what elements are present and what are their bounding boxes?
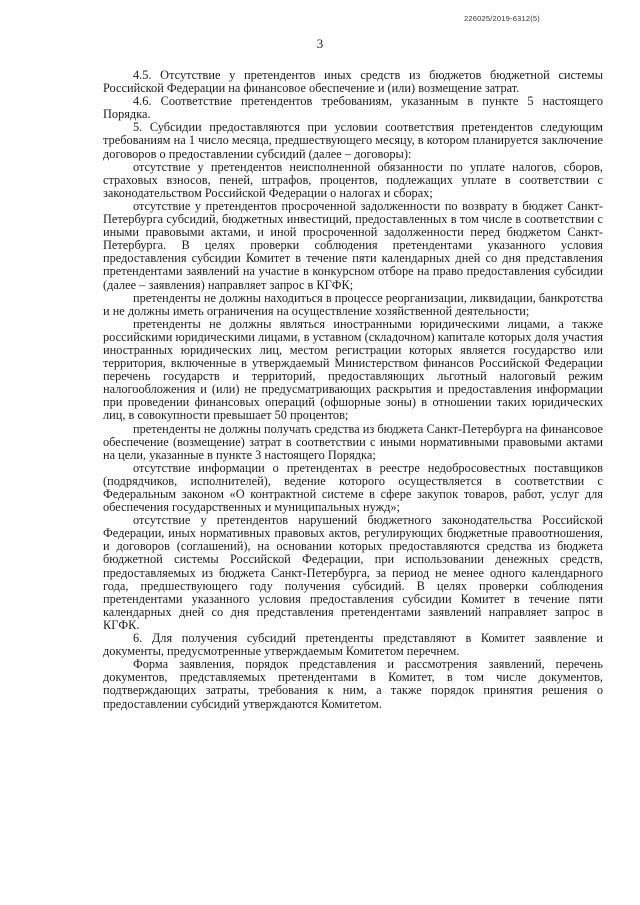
paragraph-requirement-registry: отсутствие информации о претендентах в реестре недобросовестных поставщиков (подрядчиков, исполнителей), ведение которого осуществляется в соответствии с Федеральным законом «О контрактной системе в сфере закупок товаров, работ, услуг для обеспечения государственных и муниципальных нужд»;	[103, 460, 603, 515]
paragraph-requirement-taxes: отсутствие у претендентов неисполненной обязанности по уплате налогов, сборов, страховых взносов, пеней, штрафов, процентов, подлежащих уплате в соответствии с законодательством Российской Федерации о налогах и сборах;	[103, 159, 603, 200]
paragraph-requirement-foreign-entities: претенденты не должны являться иностранными юридическими лицами, а также российскими юридическими лицами, в уставном (складочном) капитале которых доля участия иностранных юридических лиц, местом регистрации которых является государство или территория, включенные в утверждаемый Министерством финансов Российской Федерации перечень государств и территорий, предоставляющих льготный налоговый режим налогообложения и (или) не предусматривающих раскрытия и предоставления информации при проведении финансовых операций (офшорные зоны) в отношении таких юридических лиц, в совокупности превышает 50 процентов;	[103, 316, 603, 423]
paragraph-application-form: Форма заявления, порядок представления и рассмотрения заявлений, перечень документов, представляемых претендентами в Комитет, в том числе документов, подтверждающих затраты, требования к ним, а также порядок принятия решения о предоставлении субсидий утверждаются Комитетом.	[103, 657, 603, 711]
paragraph-requirement-budget-violations: отсутствие у претендентов нарушений бюджетного законодательства Российской Федерации, иных нормативных правовых актов, регулирующих бюджетные правоотношения, и договоров (соглашений), на основании которых предоставляются средства из бюджета бюджетной системы Российской Федерации, при использовании денежных средств, предоставляемых из бюджета Санкт-Петербурга, за период не менее одного календарного года, предшествующего году получения субсидий. В целях проверки соблюдения претендентами указанного условия предоставления субсидии Комитет в течение пяти календарных дней со дня представления претендентами заявлений направляет запрос в КГФК.	[103, 513, 603, 632]
paragraph-requirement-reorganization: претенденты не должны находиться в процессе реорганизации, ликвидации, банкротства и не должны иметь ограничения на осуществление хозяйственной деятельности;	[103, 290, 603, 318]
paragraph-4-5: 4.5. Отсутствие у претендентов иных средств из бюджетов бюджетной системы Российской Федерации на финансовое обеспечение и (или) возмещение затрат.	[103, 68, 603, 96]
page-number: 3	[316, 36, 324, 51]
document-body	[103, 69, 603, 711]
document-registration-number: 226025/2019-6312(5)	[464, 14, 540, 23]
paragraph-requirement-other-funds: претенденты не должны получать средства из бюджета Санкт-Петербурга на финансовое обеспечение (возмещение) затрат в соответствии с иными нормативными правовыми актами на цели, указанные в пункте 3 настоящего Порядка;	[103, 421, 603, 462]
paragraph-requirement-debt: отсутствие у претендентов просроченной задолженности по возврату в бюджет Санкт-Петербурга субсидий, бюджетных инвестиций, предоставленных в том числе в соответствии с иными правовыми актами, и иной просроченной задолженности перед бюджетом Санкт-Петербурга. В целях проверки соблюдения претендентами указанного условия предоставления субсидии Комитет в течение пяти календарных дней со дня представления претендентами заявлений на участие в конкурсном отборе на право предоставления субсидии (далее – заявления) направляет запрос в КГФК;	[103, 198, 603, 292]
paragraph-5: 5. Субсидии предоставляются при условии соответствия претендентов следующим требованиям на 1 число месяца, предшествующего месяцу, в котором планируется заключение договоров о предоставлении субсидий (далее – договоры):	[103, 120, 603, 161]
paragraph-6: 6. Для получения субсидий претенденты представляют в Комитет заявление и документы, предусмотренные утверждаемым Комитетом перечнем.	[103, 631, 603, 659]
paragraph-4-6: 4.6. Соответствие претендентов требованиям, указанным в пункте 5 настоящего Порядка.	[103, 94, 603, 122]
